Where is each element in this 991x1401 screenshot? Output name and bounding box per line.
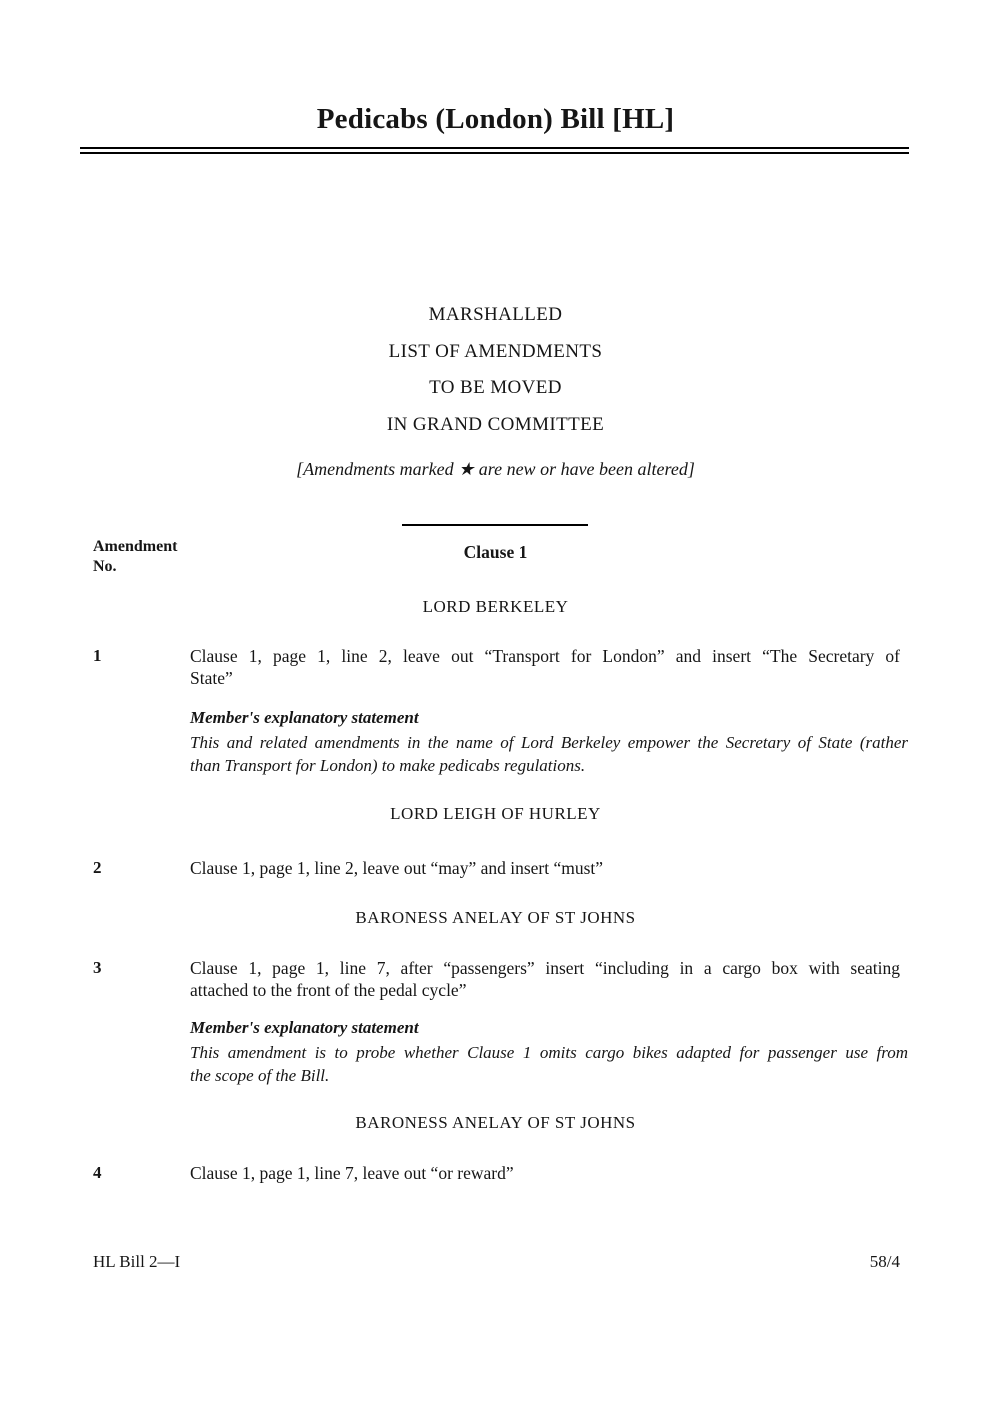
- amendment-number: 1: [93, 646, 102, 665]
- amendment-text: [190, 858, 900, 880]
- marshalled-heading-line: IN GRAND COMMITTEE: [386, 413, 605, 435]
- explanatory-label: Member's explanatory statement: [190, 708, 419, 727]
- amendment-text: [190, 958, 900, 1001]
- amendment-no-label-line2: No.: [93, 557, 117, 575]
- marshalled-heading: [0, 297, 991, 443]
- explanatory-text-line: This and related amendments in the name of Lord Berkeley empower the Secretary of State (rather: [190, 733, 908, 752]
- amendment-number: 2: [93, 858, 102, 877]
- sponsor-heading: BARONESS ANELAY OF ST JOHNS: [355, 908, 636, 927]
- section-rule: [402, 524, 588, 526]
- page-title: Pedicabs (London) Bill [HL]: [316, 103, 675, 135]
- sponsor-heading: BARONESS ANELAY OF ST JOHNS: [355, 1113, 636, 1132]
- amendment-text: [190, 646, 900, 689]
- amendment-number: 4: [93, 1163, 102, 1182]
- footer-bill-number: HL Bill 2—I: [93, 1252, 181, 1271]
- amendment-no-label-line1: Amendment: [93, 538, 178, 555]
- explanatory-text-line: the scope of the Bill.: [190, 1066, 330, 1085]
- explanatory-label: Member's explanatory statement: [190, 1018, 419, 1037]
- explanatory-text-line: than Transport for London) to make pedicabs regulations.: [190, 756, 586, 775]
- amendment-text-line: attached to the front of the pedal cycle”: [190, 979, 467, 1000]
- amendment-text-line: Clause 1, page 1, line 7, leave out “or reward”: [190, 1163, 514, 1183]
- amendment-text-line: Clause 1, page 1, line 2, leave out “Transport for London” and insert “The Secretary of: [190, 646, 900, 666]
- marshalled-heading-line: TO BE MOVED: [429, 377, 562, 398]
- marshalled-heading-line: MARSHALLED: [428, 304, 563, 325]
- marshalled-heading-line: LIST OF AMENDMENTS: [388, 340, 603, 362]
- title-double-rule: [80, 147, 909, 154]
- sponsor-heading: LORD BERKELEY: [422, 597, 569, 616]
- explanatory-text: [190, 731, 908, 777]
- explanatory-text: [190, 1041, 908, 1087]
- explanatory-text-line: This amendment is to probe whether Clause 1 omits cargo bikes adapted for passenger use from: [190, 1043, 908, 1062]
- amendment-text: [190, 1163, 900, 1185]
- amendment-number: 3: [93, 958, 102, 977]
- clause-heading: Clause 1: [463, 542, 528, 562]
- star-note: [Amendments marked ★ are new or have been altered]: [296, 459, 695, 479]
- footer-serial-number: 58/4: [869, 1252, 900, 1271]
- amendment-text-line: State”: [190, 667, 233, 688]
- amendment-text-line: Clause 1, page 1, line 2, leave out “may” and insert “must”: [190, 858, 604, 878]
- sponsor-heading: LORD LEIGH OF HURLEY: [390, 804, 601, 823]
- amendment-text-line: Clause 1, page 1, line 7, after “passengers” insert “including in a cargo box with seating: [190, 958, 900, 978]
